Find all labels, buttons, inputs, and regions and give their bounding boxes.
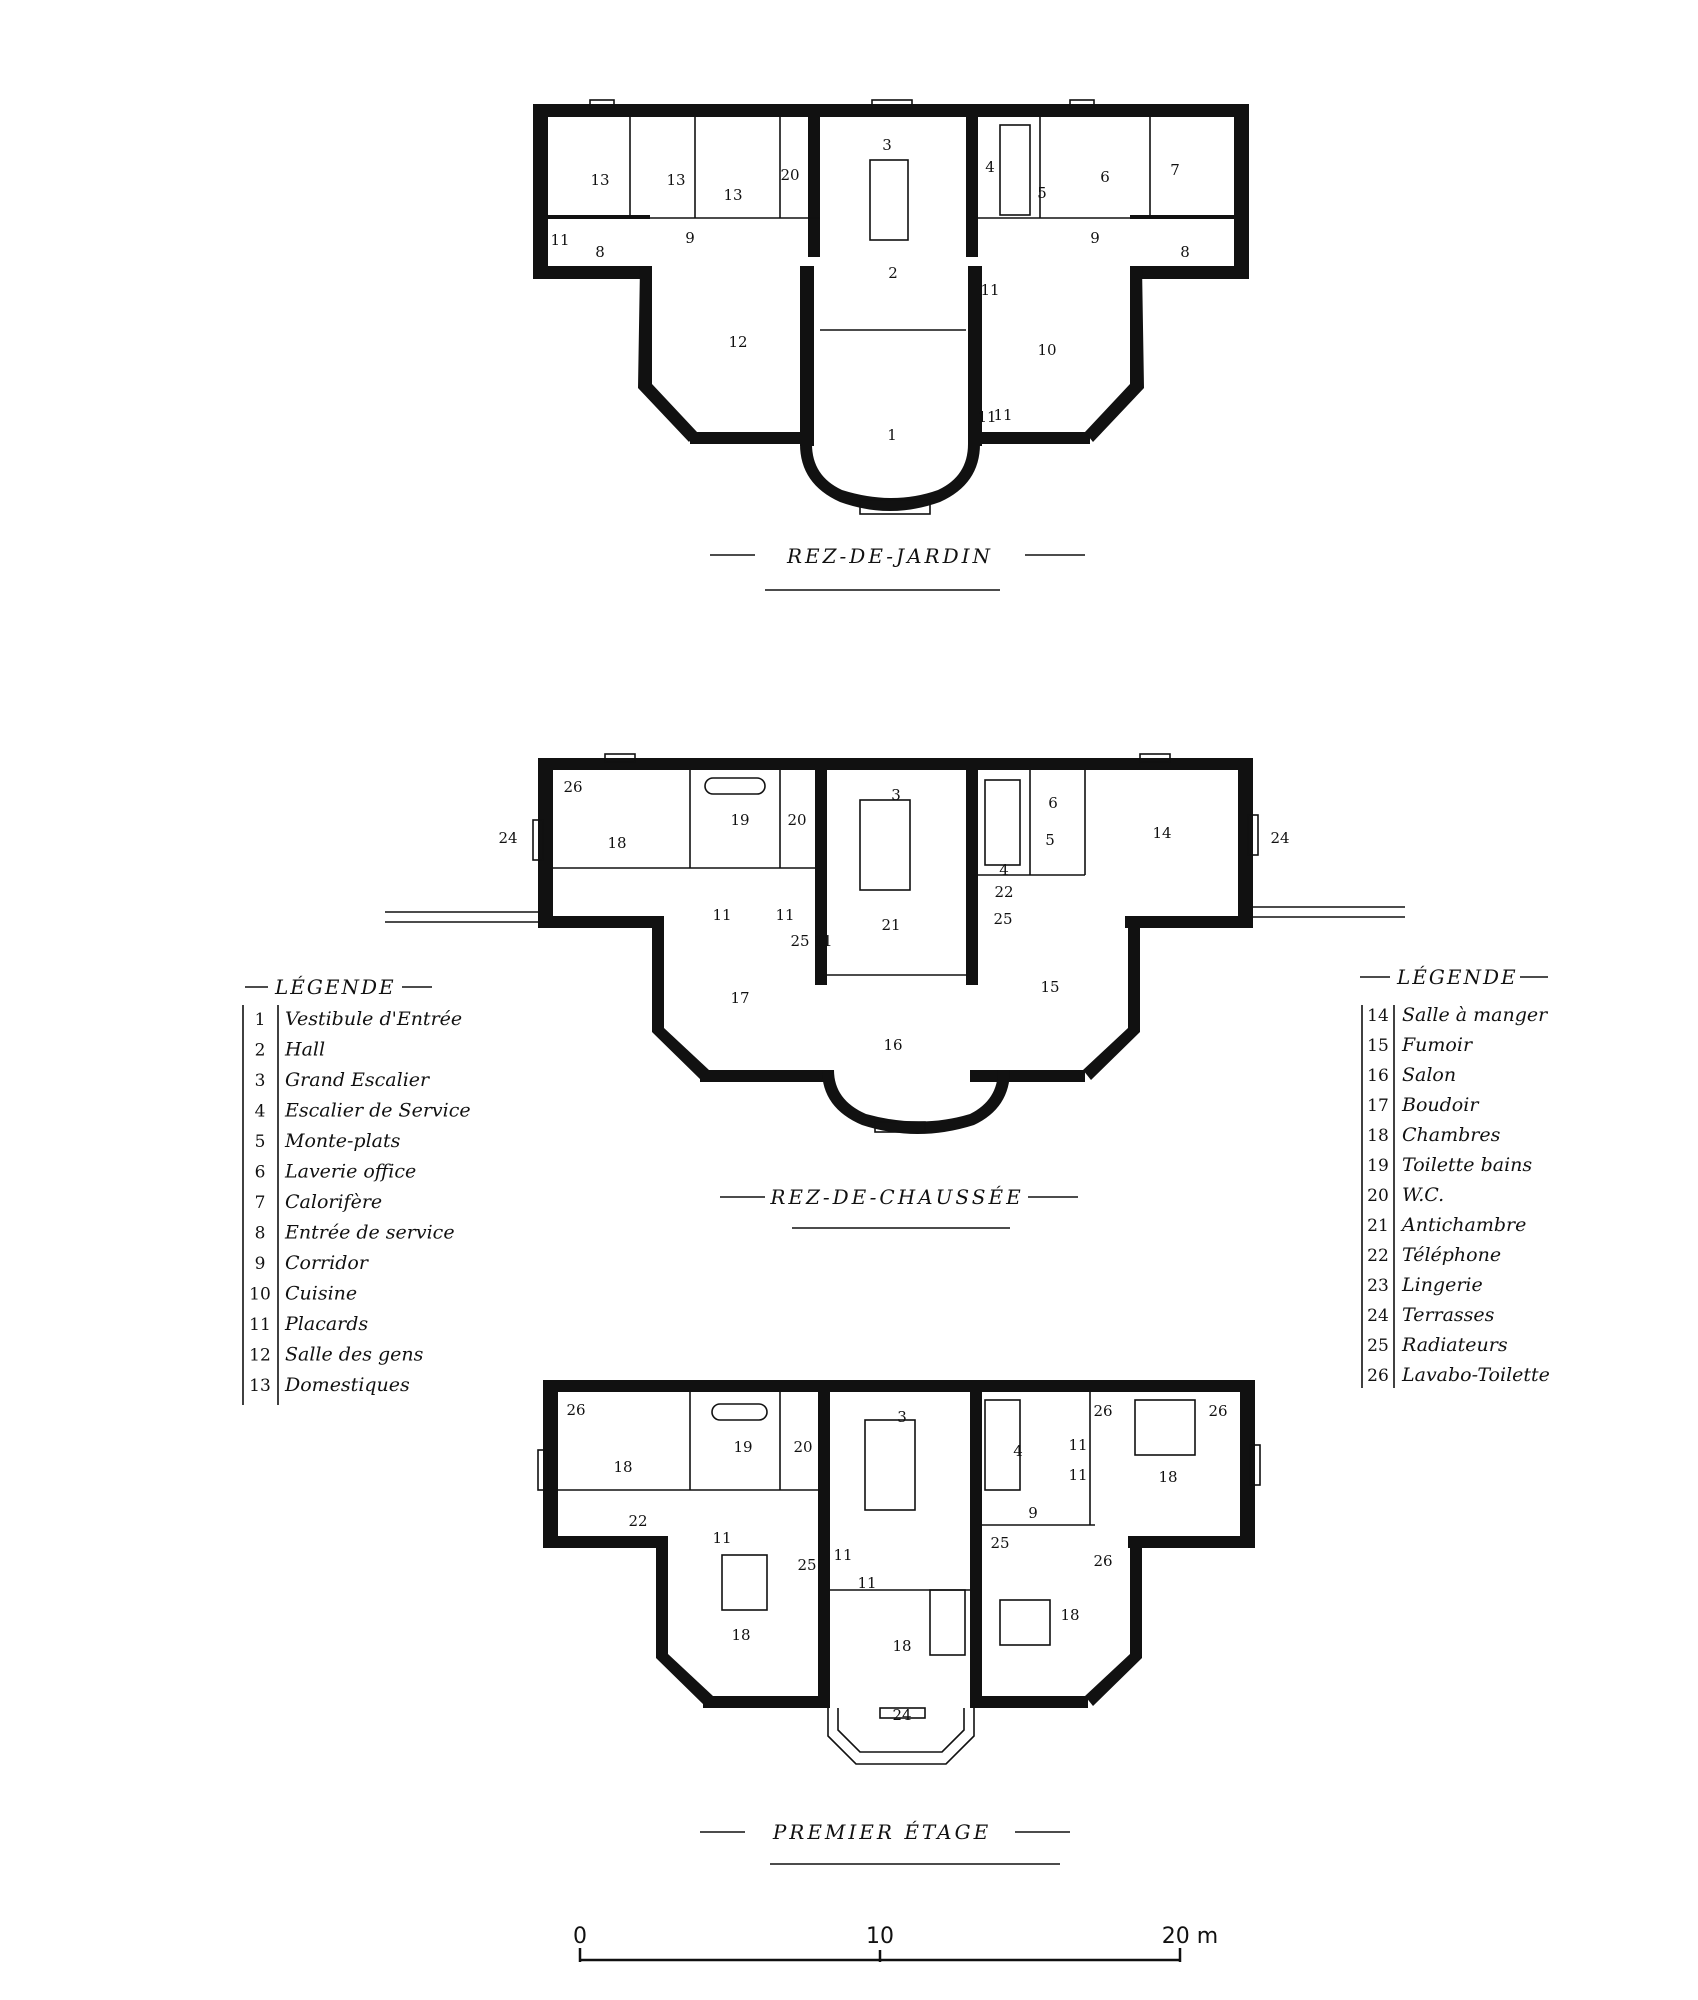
room-number: 24: [892, 1706, 912, 1724]
room-number: 16: [883, 1036, 903, 1054]
legend-number: 7: [254, 1193, 266, 1213]
room-number: 9: [1028, 1504, 1038, 1522]
wall: [533, 104, 1249, 117]
legend-rows: [249, 1008, 470, 1396]
floor-title: REZ-DE-JARDIN: [786, 544, 994, 568]
grand-staircase: [860, 800, 910, 890]
room-number: 3: [897, 1408, 907, 1426]
bathtub: [712, 1404, 767, 1420]
room-number: 26: [566, 1401, 586, 1419]
room-number: 4: [985, 158, 995, 176]
legend-number: 21: [1367, 1216, 1389, 1236]
room-number: 9: [685, 229, 695, 247]
room-number: 11: [977, 408, 997, 426]
wall: [543, 1380, 1255, 1392]
room-number: 12: [728, 333, 748, 351]
floor-title: PREMIER ÉTAGE: [772, 1820, 992, 1844]
legend-number: 15: [1367, 1036, 1389, 1056]
legend-left: [243, 975, 471, 1405]
room-number: 18: [731, 1626, 751, 1644]
legend-label: Lavabo-Toilette: [1402, 1364, 1550, 1386]
room-number: 1: [887, 426, 897, 444]
legend-number: 25: [1367, 1336, 1389, 1356]
room-number: 21: [881, 916, 901, 934]
legend-number: 8: [254, 1223, 266, 1244]
legend-number: 22: [1367, 1246, 1389, 1266]
room-number: 13: [666, 171, 686, 189]
room-number: 9: [1090, 229, 1100, 247]
plan-rez-de-jardin: [533, 100, 1249, 590]
grand-staircase: [870, 160, 908, 240]
room-number: 4: [1013, 1442, 1023, 1460]
room-number: 25: [990, 1534, 1010, 1552]
wall: [980, 432, 1090, 444]
service-staircase: [985, 780, 1020, 865]
legend-label: Lingerie: [1402, 1274, 1483, 1296]
room-number: 18: [613, 1458, 633, 1476]
legend-number: 18: [1367, 1126, 1389, 1146]
legend-label: Salon: [1402, 1064, 1457, 1086]
room-number: 11: [993, 406, 1013, 424]
room-number: 11: [833, 1546, 853, 1564]
wall: [533, 104, 548, 279]
room-number: 20: [787, 811, 807, 829]
plan-rez-de-chaussee: [385, 754, 1405, 1228]
wall: [656, 1536, 713, 1706]
room-number: 22: [994, 883, 1014, 901]
wall: [533, 266, 648, 279]
wall: [543, 1380, 558, 1548]
legend-label: Vestibule d'Entrée: [285, 1008, 463, 1030]
room-number: 18: [892, 1637, 912, 1655]
legend-number: 20: [1367, 1186, 1389, 1206]
legend-label: Fumoir: [1402, 1034, 1473, 1056]
legend-right: [1360, 965, 1550, 1388]
wall: [970, 1392, 982, 1708]
room-number: 26: [1208, 1402, 1228, 1420]
legend-heading: LÉGENDE: [1397, 965, 1518, 989]
wall: [815, 770, 827, 985]
legend-number: 5: [254, 1132, 266, 1152]
wall: [1234, 104, 1249, 279]
wall: [638, 266, 697, 442]
room-number: 18: [607, 834, 627, 852]
room-number: 2: [888, 264, 898, 282]
bathtub: [705, 778, 765, 794]
legend-label: Entrée de service: [285, 1221, 455, 1244]
grand-staircase: [865, 1420, 915, 1510]
legend-label: Salle des gens: [285, 1343, 424, 1366]
legend-label: Boudoir: [1402, 1094, 1479, 1116]
room-number: 11: [857, 1574, 877, 1592]
legend-label: Calorifère: [285, 1191, 383, 1213]
service-staircase: [1000, 125, 1030, 215]
room-number: 17: [730, 989, 750, 1007]
legend-number: 10: [249, 1284, 271, 1305]
legend-number: 12: [249, 1345, 271, 1366]
room-number: 11: [813, 932, 833, 950]
scale-label: 10: [866, 1924, 894, 1949]
room-number: 8: [1180, 243, 1190, 261]
wall: [1125, 916, 1253, 928]
legend-number: 16: [1367, 1066, 1389, 1086]
room-number: 6: [1100, 168, 1110, 186]
room-number: 11: [712, 906, 732, 924]
room-number: 22: [628, 1512, 648, 1530]
room-number: 11: [550, 231, 570, 249]
legend-number: 14: [1367, 1006, 1389, 1026]
room-number: 13: [590, 171, 610, 189]
wall: [690, 432, 805, 444]
scale-label: 0: [573, 1924, 587, 1949]
room-number: 26: [1093, 1552, 1113, 1570]
wall: [1085, 266, 1144, 442]
room-number: 5: [1045, 831, 1055, 849]
room-number: 19: [733, 1438, 753, 1456]
floor-title: REZ-DE-CHAUSSÉE: [770, 1185, 1024, 1209]
legend-label: Domestiques: [285, 1374, 410, 1396]
legend-number: 17: [1367, 1096, 1389, 1116]
legend-label: Hall: [285, 1038, 326, 1061]
scale-label: 20 m: [1161, 1924, 1219, 1949]
wall: [700, 1070, 825, 1082]
wall: [703, 1696, 828, 1708]
room-number: 25: [993, 910, 1013, 928]
legend-number: 24: [1367, 1306, 1389, 1326]
wall: [966, 770, 978, 985]
room-number: 10: [1037, 341, 1057, 359]
legend-label: Monte-plats: [285, 1130, 401, 1152]
wall: [808, 117, 820, 257]
room-number: 15: [1040, 978, 1060, 996]
room-number: 14: [1152, 824, 1172, 842]
wall: [1083, 916, 1140, 1080]
legend-number: 23: [1367, 1276, 1389, 1296]
bed: [722, 1555, 767, 1610]
legend-label: Chambres: [1402, 1124, 1501, 1146]
room-number: 11: [980, 281, 1000, 299]
wall: [1238, 758, 1253, 928]
legend-heading: LÉGENDE: [275, 975, 396, 999]
legend-number: 26: [1367, 1366, 1389, 1386]
legend-number: 1: [254, 1010, 266, 1030]
room-number: 18: [1060, 1606, 1080, 1624]
room-number: 19: [730, 811, 750, 829]
legend-label: Escalier de Service: [285, 1099, 471, 1122]
room-number: 20: [780, 166, 800, 184]
room-number: 26: [563, 778, 583, 796]
room-number: 3: [891, 786, 901, 804]
wall: [538, 916, 663, 928]
legend-label: Terrasses: [1402, 1304, 1495, 1326]
wall: [800, 444, 980, 511]
room-number: 20: [793, 1438, 813, 1456]
room-number: 6: [1048, 794, 1058, 812]
legend-label: Antichambre: [1402, 1214, 1527, 1236]
legend-label: W.C.: [1402, 1184, 1445, 1206]
room-number: 5: [1037, 184, 1047, 202]
wall: [652, 916, 709, 1080]
room-number: 18: [1158, 1468, 1178, 1486]
room-number: 4: [999, 861, 1009, 879]
wall: [538, 758, 553, 928]
room-number: 3: [882, 136, 892, 154]
legend-label: Corridor: [285, 1252, 368, 1274]
scale-bar: [573, 1924, 1218, 1962]
legend-label: Toilette bains: [1402, 1154, 1533, 1176]
bed: [1000, 1600, 1050, 1645]
legend-label: Laverie office: [285, 1160, 417, 1183]
wall: [970, 1070, 1085, 1082]
room-number: 13: [723, 186, 743, 204]
room-number: 7: [1170, 161, 1180, 179]
wall: [818, 1392, 830, 1708]
wall: [1134, 266, 1249, 279]
legend-label: Placards: [285, 1313, 369, 1335]
room-number: 24: [498, 829, 518, 847]
legend-label: Radiateurs: [1402, 1334, 1508, 1356]
legend-number: 13: [249, 1376, 271, 1396]
room-number: 11: [712, 1529, 732, 1547]
legend-label: Cuisine: [285, 1282, 358, 1305]
bed: [930, 1590, 965, 1655]
room-number: 25: [790, 932, 810, 950]
wall: [538, 758, 1253, 770]
plan-premier-etage: [538, 1380, 1260, 1864]
room-number: 11: [1068, 1436, 1088, 1454]
room-number: 25: [797, 1556, 817, 1574]
room-number: 26: [1093, 1402, 1113, 1420]
legend-number: 6: [254, 1162, 266, 1183]
wall: [800, 266, 814, 446]
wall: [966, 117, 978, 257]
legend-number: 19: [1367, 1156, 1389, 1176]
legend-number: 3: [254, 1071, 266, 1091]
wall: [970, 1696, 1088, 1708]
room-number: 8: [595, 243, 605, 261]
room-number: 24: [1270, 829, 1290, 847]
legend-label: Salle à manger: [1402, 1004, 1548, 1026]
room-number: 11: [775, 906, 795, 924]
legend-number: 11: [249, 1315, 271, 1335]
room-number: 11: [1068, 1466, 1088, 1484]
legend-label: Grand Escalier: [285, 1069, 430, 1091]
legend-label: Téléphone: [1402, 1244, 1502, 1266]
wall: [1240, 1380, 1255, 1548]
legend-number: 9: [254, 1254, 266, 1274]
wall: [543, 1536, 668, 1548]
wall: [1128, 1536, 1255, 1548]
legend-number: 2: [254, 1040, 266, 1061]
legend-number: 4: [254, 1101, 266, 1122]
bed: [1135, 1400, 1195, 1455]
